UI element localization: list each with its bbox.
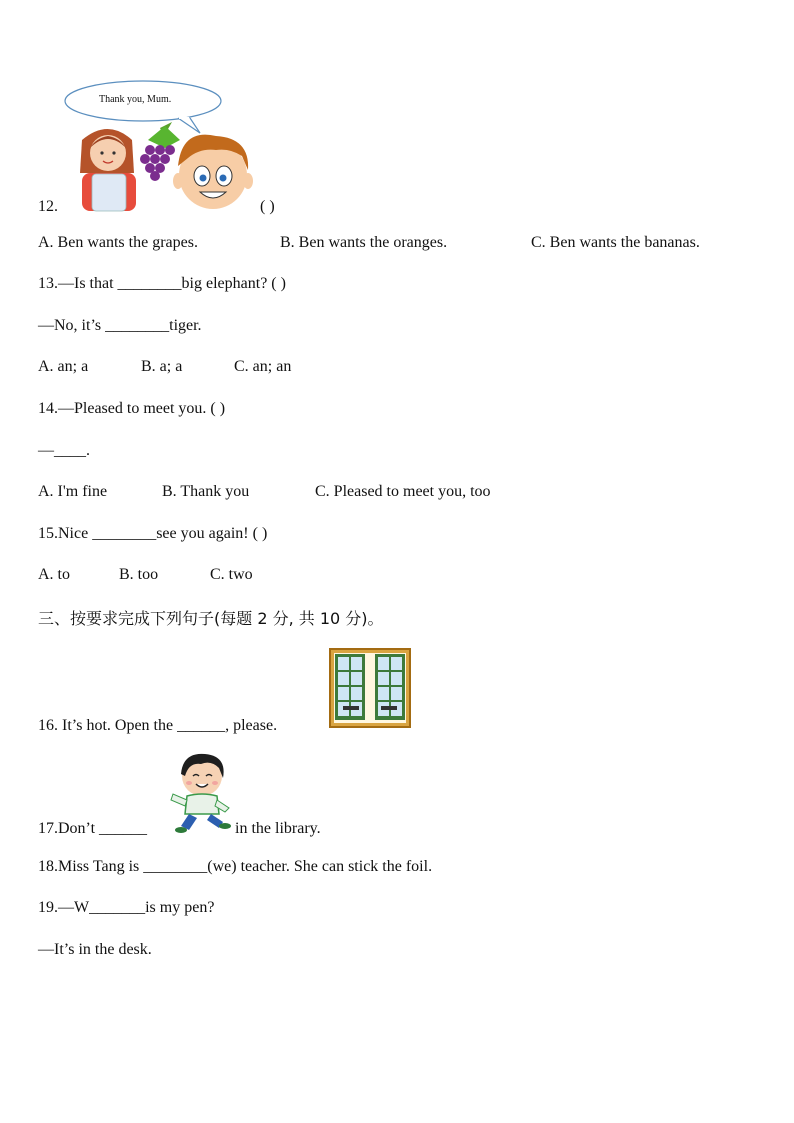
q14-option-c: C. Pleased to meet you, too [315, 483, 491, 500]
q17-sentence-end: in the library. [235, 820, 321, 837]
window-icon [329, 648, 411, 728]
q14-options [38, 483, 491, 501]
q15-question: 15.Nice ________see you again! ( ) [38, 525, 268, 542]
q12-number: 12. [38, 198, 58, 215]
running-boy-icon [167, 752, 235, 836]
q12-answer-paren: ( ) [260, 198, 275, 215]
running-boy-image [167, 752, 235, 836]
window-image [329, 648, 411, 728]
q12-option-b: B. Ben wants the oranges. [280, 234, 448, 251]
section-3-heading: 三、按要求完成下列句子(每题 2 分, 共 10 分)。 [38, 609, 384, 628]
q15-option-c: C. two [210, 566, 253, 583]
q15-options [38, 566, 253, 584]
q17-sentence-start: 17.Don’t ______ [38, 820, 148, 837]
q12-speech-bubble-text: Thank you, Mum. [99, 94, 172, 105]
q14-option-a: A. I'm fine [38, 483, 108, 500]
q16-sentence: 16. It’s hot. Open the ______, please. [38, 717, 278, 734]
q19-question: 19.—W_______is my pen? [38, 899, 215, 916]
q13-options [38, 358, 291, 376]
q13-answer-line: —No, it’s ________tiger. [38, 317, 202, 334]
q12-options [38, 234, 700, 252]
q14-answer-line: —____. [38, 442, 90, 459]
q15-option-a: A. to [38, 566, 70, 583]
q13-option-b: B. a; a [141, 358, 183, 375]
q15-option-b: B. too [119, 566, 159, 583]
q14-option-b: B. Thank you [162, 483, 250, 500]
q13-option-c: C. an; an [234, 358, 292, 375]
q14-question: 14.—Pleased to meet you. ( ) [38, 400, 226, 417]
q12-option-a: A. Ben wants the grapes. [38, 234, 198, 251]
q18-sentence: 18.Miss Tang is ________(we) teacher. She can stick the foil. [38, 858, 433, 875]
q13-option-a: A. an; a [38, 358, 89, 375]
q12-option-c: C. Ben wants the bananas. [531, 234, 700, 251]
q13-question: 13.—Is that ________big elephant? ( ) [38, 275, 286, 292]
q19-answer-line: —It’s in the desk. [38, 941, 152, 958]
